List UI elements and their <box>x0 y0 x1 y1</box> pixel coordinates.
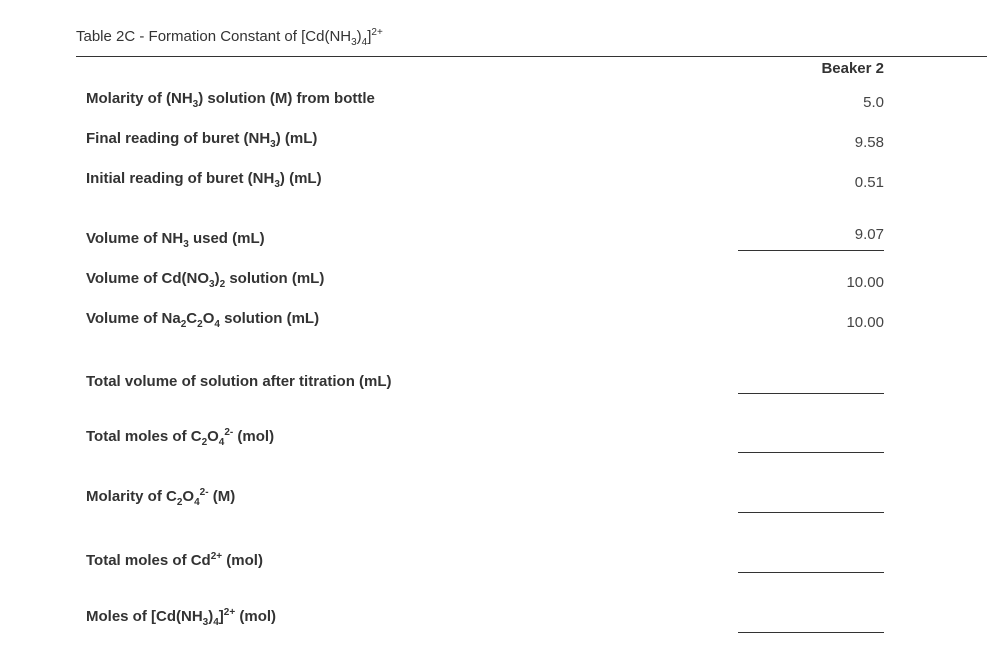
row-initial-buret <box>86 170 886 200</box>
input-volume-nh3-used[interactable]: 9.07 <box>738 226 884 251</box>
input-total-moles-c2o4[interactable] <box>738 428 884 453</box>
label-initial-buret: Initial reading of buret $(NH_3)$ (mL) <box>86 170 322 190</box>
label-volume-na2c2o4: Volume of $Na_2C_2O_4$ solution (mL) <box>86 310 320 330</box>
row-molarity-c2o4 <box>86 488 886 518</box>
input-molarity-c2o4[interactable] <box>738 488 884 513</box>
row-final-buret <box>86 130 886 160</box>
label-moles-complex: Moles of $[Cd(NH_3)_4]^{2+}$ (mol) <box>86 607 277 628</box>
label-molarity-c2o4: Molarity of $C_2O_4^{2-}$ (M) <box>86 487 236 508</box>
value-final-buret: 9.58 <box>854 134 884 151</box>
row-volume-nh3-used <box>86 226 886 260</box>
label-total-moles-c2o4: Total moles of $C_2O_4^{2-}$ (mol) <box>86 427 275 448</box>
row-volume-na2c2o4 <box>86 310 886 340</box>
input-total-volume[interactable] <box>738 369 884 394</box>
label-total-volume: Total volume of solution after titration (mL) <box>86 373 392 390</box>
row-total-volume <box>86 373 886 403</box>
label-total-moles-cd: Total moles of $Cd^{2+}$ (mol) <box>86 551 263 569</box>
row-volume-cd-no3 <box>86 270 886 300</box>
input-moles-complex[interactable] <box>738 608 884 633</box>
label-volume-nh3-used: Volume of $NH_3$ used (mL) <box>86 230 265 250</box>
row-total-moles-c2o4 <box>86 428 886 458</box>
label-final-buret: Final reading of buret $(NH_3)$ (mL) <box>86 130 318 150</box>
row-moles-complex <box>86 608 886 638</box>
label-molarity-nh3: Molarity of $(NH_3)$ solution (M) from bottle <box>86 90 375 110</box>
row-molarity-nh3 <box>86 90 886 120</box>
value-volume-na2c2o4: 10.00 <box>846 314 884 331</box>
value-volume-cd-no3: 10.00 <box>846 274 884 291</box>
input-total-moles-cd[interactable] <box>738 548 884 573</box>
label-volume-cd-no3: Volume of $Cd(NO_3)_2$ solution (mL) <box>86 270 325 290</box>
row-total-moles-cd <box>86 552 886 582</box>
table-title: Table 2C - Formation Constant of $[Cd(NH_3)_4]^{2+}$ <box>76 27 383 48</box>
title-divider <box>76 56 987 57</box>
value-initial-buret: 0.51 <box>854 174 884 191</box>
column-header-beaker-2: Beaker 2 <box>821 60 884 77</box>
value-molarity-nh3: 5.0 <box>863 94 884 111</box>
